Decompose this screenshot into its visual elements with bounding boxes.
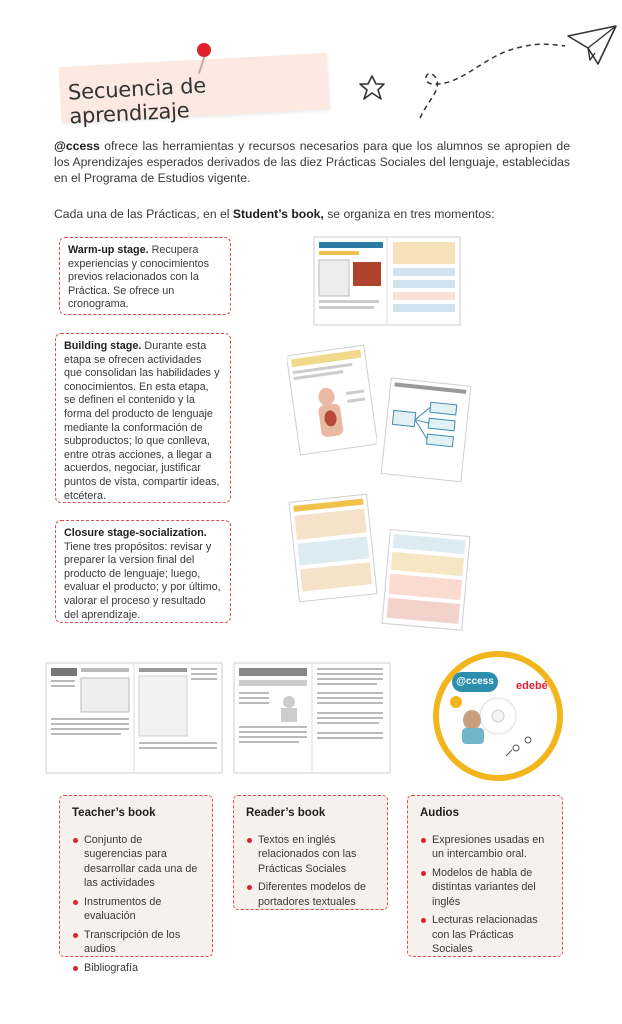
- intro-paragraph: [54, 138, 570, 186]
- card-list: [246, 833, 377, 910]
- page-title: Secuencia de aprendizaje: [67, 73, 207, 129]
- paper-plane-decoration: [350, 20, 620, 130]
- readers-book-thumbnail: [233, 662, 391, 776]
- list-item: Lecturas relacionadas con las Prácticas Sociales: [432, 913, 552, 957]
- intro-line-2: [54, 206, 570, 222]
- audios-card: [407, 795, 563, 957]
- list-item: Modelos de habla de distintas variantes del inglés: [432, 866, 552, 910]
- list-item: Textos en inglés relacionados con las Prácticas Sociales: [258, 833, 377, 877]
- intro-line-2-start: Cada una de las Prácticas, en el: [54, 207, 233, 221]
- teachers-book-thumbnail: [45, 662, 223, 776]
- readers-book-card: [233, 795, 388, 910]
- card-title: Audios: [420, 807, 459, 819]
- cd-logo: @ccess: [456, 676, 494, 687]
- title-note: [59, 53, 330, 129]
- card-title: Reader’s book: [246, 807, 326, 819]
- stage-text: Tiene tres propósitos: revisar y preparer la version final del producto de lenguaje; luego, evaluar el producto; y por último, valorar el proceso y resultado del aprendizaje.: [64, 540, 221, 621]
- stage-text: Recupera experiencias y conocimientos previos relacionados con la Práctica. Se ofrece un cronograma.: [68, 244, 210, 311]
- stage-text: Durante esta etapa se ofrecen actividades que consolidan las habilidades y conocimientos. En esta etapa, se definen el contenido y la forma del producto de lenguaje mediante la conformación de subproductos; lo que conlleva, entre otras acciones, a llegar a acuerdos, negociar, justificar puntos de vista, compartir ideas, etcétera.: [64, 340, 220, 502]
- dashed-flight-path: [420, 44, 565, 118]
- list-item: Diferentes modelos de portadores textuales: [258, 880, 377, 909]
- card-title: Teacher’s book: [72, 807, 156, 819]
- list-item: Instrumentos de evaluación: [84, 895, 202, 924]
- card-list: [420, 833, 552, 957]
- stage-title: Building stage.: [64, 340, 142, 352]
- stage-closure: [55, 520, 231, 623]
- stage-warm-up: [59, 237, 231, 315]
- intro-text: ofrece las herramientas y recursos necesarios para que los alumnos se apropien de los Aprendizajes esperados derivados de las diez Prácticas Sociales del lenguaje, establecidas en el Programa de Estudios vigente.: [54, 139, 570, 185]
- paper-plane-icon: [568, 26, 616, 64]
- audio-cd: [432, 650, 564, 782]
- list-item: Bibliografía: [84, 961, 202, 976]
- pushpin-icon: [197, 43, 211, 57]
- star-icon: [360, 76, 384, 99]
- closure-table-thumbnail: [380, 527, 474, 633]
- stage-title: Closure stage-socialization.: [64, 527, 207, 539]
- students-book-label: Student’s book,: [232, 207, 324, 221]
- teachers-book-card: [59, 795, 213, 974]
- stage-title: Warm-up stage.: [68, 244, 149, 256]
- brand-name: @ccess: [54, 139, 100, 153]
- list-item: Transcripción de los audios: [84, 928, 202, 957]
- list-item: Expresiones usadas en un intercambio oral.: [432, 833, 552, 862]
- cd-logo-badge: [452, 672, 498, 692]
- building-page-thumbnail: [287, 344, 377, 456]
- building-map-thumbnail: [380, 376, 474, 484]
- closure-page-thumbnail: [288, 492, 378, 604]
- list-item: Conjunto de sugerencias para desarrollar cada una de las actividades: [84, 833, 202, 891]
- intro-line-2-end: se organiza en tres momentos:: [323, 207, 495, 221]
- cd-publisher: edebé: [516, 680, 548, 692]
- warm-up-spread-thumbnail: [313, 236, 461, 328]
- card-list: [72, 833, 202, 976]
- cd-disc-icon: [432, 650, 564, 782]
- stage-building: [55, 333, 231, 503]
